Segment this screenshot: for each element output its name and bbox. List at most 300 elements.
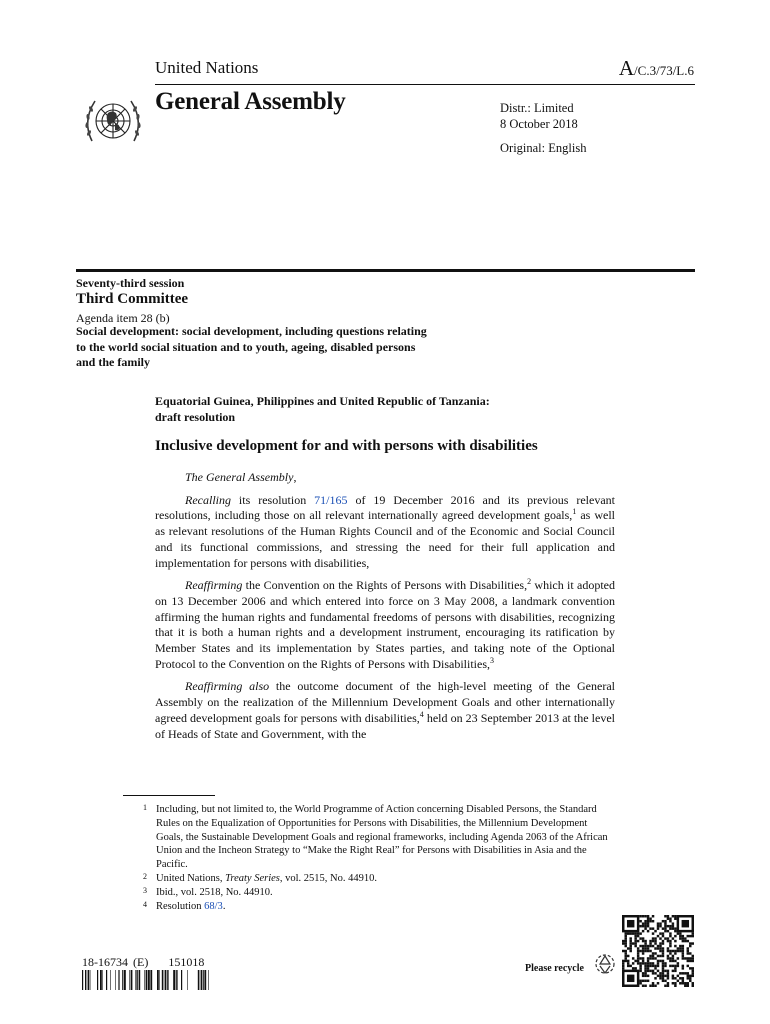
qr-module: [657, 955, 659, 957]
footnote-text: .: [222, 900, 226, 912]
qr-module: [689, 980, 691, 982]
qr-module: [647, 962, 649, 964]
qr-module: [657, 982, 659, 984]
barcode-bar: [162, 970, 163, 990]
qr-module: [642, 930, 644, 932]
barcode-bar: [173, 970, 175, 990]
qr-module: [642, 925, 644, 927]
qr-module: [644, 925, 646, 927]
qr-module: [644, 980, 646, 982]
qr-module: [677, 932, 679, 934]
qr-module: [662, 932, 664, 934]
qr-module: [692, 985, 694, 987]
qr-module: [649, 970, 651, 972]
qr-module: [664, 930, 666, 932]
footnote-number: 2: [143, 871, 147, 881]
qr-module: [667, 915, 669, 917]
qr-module: [674, 977, 676, 979]
qr-module: [644, 975, 646, 977]
barcode-bar: [135, 970, 136, 990]
qr-module: [662, 927, 664, 929]
qr-module: [687, 960, 689, 962]
qr-module: [627, 965, 629, 967]
barcode-bar: [165, 970, 166, 990]
qr-module: [647, 965, 649, 967]
qr-module: [664, 975, 666, 977]
qr-module: [664, 915, 666, 917]
qr-module: [647, 980, 649, 982]
qr-module: [672, 970, 674, 972]
footnote-1: [140, 803, 615, 872]
qr-module: [652, 970, 654, 972]
qr-module: [669, 940, 671, 942]
qr-module: [689, 977, 691, 979]
qr-module: [677, 950, 679, 952]
qr-module: [662, 967, 664, 969]
qr-module: [682, 982, 684, 984]
qr-module: [652, 962, 654, 964]
footnote-ref: 1: [572, 507, 577, 517]
preamble-paragraph-1: [155, 493, 615, 572]
qr-module: [682, 937, 684, 939]
qr-module: [679, 947, 681, 949]
qr-module: [644, 920, 646, 922]
qr-module: [654, 972, 656, 974]
qr-module: [652, 932, 654, 934]
qr-module: [662, 920, 664, 922]
qr-module: [649, 950, 651, 952]
barcode-bar: [146, 970, 148, 990]
qr-module: [677, 957, 679, 959]
qr-module: [644, 947, 646, 949]
qr-module: [669, 925, 671, 927]
paragraph-text: which it adopted on 13 December 2006 and which entered into force on 3 May 2008, a landmark convention affirming the human rights and fundamental freedoms of persons with disabilities, recognizing that it is both a human rights and a development instrument, encouraging its ratification by Member States and its implementation by States parties, and taking note of the Optional Protocol to the Convention on the Rights of Persons with Disabilities,: [155, 578, 615, 671]
barcode-bar: [131, 970, 133, 990]
footnote-ref: 3: [490, 655, 494, 665]
qr-module: [674, 940, 676, 942]
qr-module: [667, 937, 669, 939]
qr-module: [677, 980, 679, 982]
qr-module: [647, 925, 649, 927]
barcode-bar: [124, 970, 126, 990]
footnote-italic: Treaty Series: [225, 872, 280, 884]
resolution-link[interactable]: 68/3: [204, 900, 223, 912]
distribution-block: [500, 100, 586, 156]
barcode-bar: [110, 970, 111, 990]
qr-module: [642, 945, 644, 947]
qr-module: [684, 972, 686, 974]
qr-module: [667, 982, 669, 984]
qr-module: [679, 945, 681, 947]
qr-module: [667, 955, 669, 957]
qr-module: [687, 982, 689, 984]
resolution-title: Inclusive development for and with persons with disabilities: [155, 438, 538, 454]
barcode-bar: [129, 970, 130, 990]
qr-module: [672, 950, 674, 952]
qr-module: [642, 952, 644, 954]
qr-module: [662, 965, 664, 967]
qr-module: [672, 925, 674, 927]
qr-module: [637, 962, 639, 964]
qr-module: [664, 965, 666, 967]
qr-module: [682, 940, 684, 942]
qr-module: [642, 980, 644, 982]
qr-module: [692, 955, 694, 957]
barcode-bar: [87, 970, 88, 990]
qr-module: [652, 982, 654, 984]
qr-module: [672, 937, 674, 939]
barcode-bar: [85, 970, 86, 990]
qr-module: [689, 942, 691, 944]
qr-module: [687, 957, 689, 959]
qr-module: [692, 972, 694, 974]
qr-module: [642, 975, 644, 977]
barcode-bar: [118, 970, 119, 990]
footnote-text: Including, but not limited to, the World Programme of Action concerning Disabled Persons, the Standard Rules on the Equalization of Opportunities for Persons with Disabilities, the Millennium Development Goals, the Sustainable Development Goals and regional frameworks, including Agenda 2063 of the African Union and the Incheon Strategy to “Make the Right Real” for Persons with Disabilities in Asia and the Pacific.: [156, 804, 608, 871]
qr-module: [692, 935, 694, 937]
preamble-paragraph-2: [155, 578, 615, 672]
qr-module: [632, 957, 634, 959]
qr-module: [627, 975, 634, 982]
resolution-link[interactable]: 71/165: [314, 492, 348, 507]
qr-module: [674, 970, 676, 972]
qr-module: [657, 945, 659, 947]
qr-module: [669, 927, 671, 929]
qr-module: [634, 937, 636, 939]
qr-module: [624, 960, 626, 962]
barcode-bar: [159, 970, 160, 990]
qr-module: [652, 940, 654, 942]
qr-module: [682, 972, 684, 974]
qr-module: [674, 967, 676, 969]
barcode-bar: [157, 970, 159, 990]
opening-line: [155, 470, 615, 486]
barcode-bar: [102, 970, 103, 990]
qr-module: [664, 980, 666, 982]
qr-module: [667, 957, 669, 959]
qr-module: [624, 937, 626, 939]
qr-module: [652, 945, 654, 947]
qr-module: [652, 955, 654, 957]
qr-module: [682, 965, 684, 967]
qr-module: [637, 957, 639, 959]
qr-module: [679, 935, 681, 937]
qr-module: [682, 955, 684, 957]
qr-module: [652, 915, 654, 917]
qr-module: [672, 927, 674, 929]
qr-module: [649, 945, 651, 947]
qr-module: [674, 960, 676, 962]
qr-module: [674, 965, 676, 967]
qr-module: [667, 977, 669, 979]
qr-module: [644, 942, 646, 944]
qr-module: [684, 982, 686, 984]
qr-module: [682, 950, 684, 952]
qr-module: [654, 947, 656, 949]
qr-module: [624, 957, 626, 959]
qr-module: [649, 920, 651, 922]
qr-module: [634, 967, 636, 969]
qr-module: [667, 930, 669, 932]
qr-module: [657, 922, 659, 924]
qr-module: [687, 965, 689, 967]
qr-module: [644, 950, 646, 952]
qr-module: [629, 950, 631, 952]
barcode-bar: [168, 970, 169, 990]
qr-module: [652, 920, 654, 922]
qr-module: [639, 920, 641, 922]
qr-module: [644, 945, 646, 947]
qr-module: [682, 957, 684, 959]
qr-module: [669, 960, 671, 962]
qr-module: [669, 945, 671, 947]
footnote-3: [140, 886, 615, 900]
qr-module: [672, 922, 674, 924]
barcode-bar: [167, 970, 168, 990]
qr-module: [657, 927, 659, 929]
footnote-4: [140, 900, 615, 914]
barcode-bar: [88, 970, 89, 990]
qr-module: [649, 985, 651, 987]
qr-module: [664, 937, 666, 939]
qr-module: [642, 950, 644, 952]
paragraph-text: the Convention on the Rights of Persons with Disabilities,: [242, 578, 528, 593]
document-symbol-rest: /C.3/73/L.6: [634, 63, 694, 78]
qr-module: [682, 967, 684, 969]
qr-module: [659, 950, 661, 952]
qr-module: [669, 950, 671, 952]
qr-module: [629, 940, 631, 942]
qr-module: [669, 965, 671, 967]
qr-module: [662, 975, 664, 977]
qr-module: [662, 980, 664, 982]
qr-module: [674, 952, 676, 954]
qr-module: [654, 977, 656, 979]
barcode-bar: [148, 970, 150, 990]
qr-module: [659, 925, 661, 927]
paragraph-lead: Reaffirming also: [185, 679, 270, 694]
qr-module: [679, 937, 681, 939]
opening-phrase: The General Assembly: [185, 470, 294, 484]
qr-module: [689, 935, 691, 937]
qr-module: [629, 965, 631, 967]
qr-module: [622, 950, 624, 952]
qr-module: [634, 940, 636, 942]
opening-punct: ,: [293, 470, 297, 484]
qr-module: [677, 947, 679, 949]
qr-module: [629, 947, 631, 949]
qr-module: [637, 947, 639, 949]
footnote-text: Ibid., vol. 2518, No. 44910.: [156, 886, 273, 898]
qr-module: [624, 952, 626, 954]
please-recycle-label: Please recycle: [525, 963, 584, 974]
qr-module: [644, 972, 646, 974]
qr-module: [687, 935, 689, 937]
barcode-bar: [115, 970, 116, 990]
qr-module: [637, 952, 639, 954]
qr-module: [639, 945, 641, 947]
barcode-bar: [106, 970, 107, 990]
barcode-bar: [201, 970, 202, 990]
qr-module: [639, 937, 641, 939]
barcode-bar: [144, 970, 145, 990]
qr-module: [642, 915, 644, 917]
qr-module: [647, 960, 649, 962]
paragraph-text: held on 23 September 2013 at the level of Heads of State and Government, with the: [155, 710, 615, 741]
organization-name: United Nations: [155, 58, 259, 77]
qr-module: [647, 957, 649, 959]
qr-module: [634, 935, 636, 937]
agenda-item: Agenda item 28 (b): [76, 311, 170, 325]
qr-module: [644, 970, 646, 972]
qr-module: [662, 950, 664, 952]
qr-module: [652, 972, 654, 974]
qr-module: [664, 922, 666, 924]
qr-module: [647, 922, 649, 924]
qr-module: [674, 927, 676, 929]
barcode-bar: [208, 970, 209, 990]
qr-module: [659, 977, 661, 979]
committee-name: Third Committee: [76, 291, 189, 307]
paragraph-text: as well as relevant resolutions of the Human Rights Council and of the Economic and Social Council and its functional commissions, and stressing the need for their full application and implementation for persons with disabilities,: [155, 508, 615, 570]
qr-module: [644, 965, 646, 967]
qr-module: [669, 920, 671, 922]
qr-module: [692, 960, 694, 962]
qr-module: [669, 957, 671, 959]
qr-module: [672, 915, 674, 917]
qr-module: [622, 967, 624, 969]
document-date: 8 October 2018: [500, 117, 578, 131]
barcode-bar: [200, 970, 201, 990]
qr-module: [674, 935, 676, 937]
qr-module: [652, 937, 654, 939]
qr-module: [664, 985, 666, 987]
qr-module: [672, 975, 674, 977]
qr-module: [662, 952, 664, 954]
qr-module: [629, 942, 631, 944]
qr-module: [682, 952, 684, 954]
qr-module: [647, 920, 649, 922]
qr-module: [682, 935, 684, 937]
paragraph-text: its resolution: [230, 492, 315, 507]
qr-module: [647, 975, 649, 977]
qr-module: [627, 947, 629, 949]
qr-module: [644, 985, 646, 987]
recycle-icon: [594, 953, 616, 975]
qr-module: [654, 930, 656, 932]
qr-module: [644, 940, 646, 942]
qr-module: [672, 982, 674, 984]
qr-module: [632, 962, 634, 964]
qr-module: [687, 952, 689, 954]
qr-module: [677, 962, 679, 964]
barcode-bar: [164, 970, 165, 990]
qr-module: [659, 937, 661, 939]
qr-module: [679, 972, 681, 974]
barcode-bar: [119, 970, 120, 990]
footnote-text: Resolution: [156, 900, 205, 912]
qr-module: [667, 972, 669, 974]
qr-module: [649, 957, 651, 959]
qr-module: [639, 925, 641, 927]
qr-module: [659, 945, 661, 947]
qr-module: [654, 952, 656, 954]
qr-module: [654, 942, 656, 944]
qr-module: [639, 957, 641, 959]
qr-module: [689, 975, 691, 977]
qr-module: [659, 955, 661, 957]
qr-module: [649, 942, 651, 944]
qr-module: [642, 962, 644, 964]
qr-module: [687, 972, 689, 974]
qr-module: [627, 962, 629, 964]
qr-module: [624, 935, 626, 937]
qr-module: [692, 982, 694, 984]
footnote-number: 3: [143, 885, 147, 895]
qr-module: [644, 922, 646, 924]
qr-module: [672, 957, 674, 959]
barcode-bar: [122, 970, 123, 990]
qr-module: [634, 960, 636, 962]
footnotes: [140, 803, 615, 913]
qr-module: [642, 940, 644, 942]
qr-module: [684, 937, 686, 939]
qr-module: [684, 957, 686, 959]
barcode-bar: [203, 970, 204, 990]
qr-module: [657, 925, 659, 927]
qr-module: [667, 970, 669, 972]
qr-module: [624, 945, 626, 947]
qr-module: [637, 935, 639, 937]
qr-module: [659, 975, 661, 977]
qr-module: [627, 960, 629, 962]
qr-module: [692, 942, 694, 944]
qr-module: [689, 945, 691, 947]
qr-module: [687, 950, 689, 952]
qr-module: [657, 965, 659, 967]
qr-module: [692, 970, 694, 972]
qr-module: [677, 965, 679, 967]
resolution-body: [155, 470, 615, 749]
qr-module: [652, 927, 654, 929]
barcode-bar: [97, 970, 98, 990]
qr-module: [632, 942, 634, 944]
agenda-item-title: Social development: social development, including questions relating to the world social situation and to youth, ageing, disabled persons and the family: [76, 324, 427, 369]
footnote-number: 1: [143, 803, 147, 812]
qr-module: [692, 957, 694, 959]
qr-module: [674, 915, 676, 917]
qr-module: [649, 917, 651, 919]
qr-module: [629, 937, 631, 939]
qr-module: [637, 960, 639, 962]
sponsors-block: [155, 394, 575, 425]
qr-module: [639, 950, 641, 952]
qr-module: [667, 947, 669, 949]
qr-module: [654, 965, 656, 967]
qr-module: [634, 932, 636, 934]
qr-module: [662, 935, 664, 937]
qr-module: [642, 960, 644, 962]
qr-module: [639, 970, 641, 972]
qr-module: [639, 962, 641, 964]
qr-module: [634, 945, 636, 947]
qr-module: [649, 955, 651, 957]
qr-module: [644, 962, 646, 964]
qr-module: [667, 985, 669, 987]
qr-module: [657, 960, 659, 962]
qr-module: [647, 970, 649, 972]
qr-module: [662, 972, 664, 974]
